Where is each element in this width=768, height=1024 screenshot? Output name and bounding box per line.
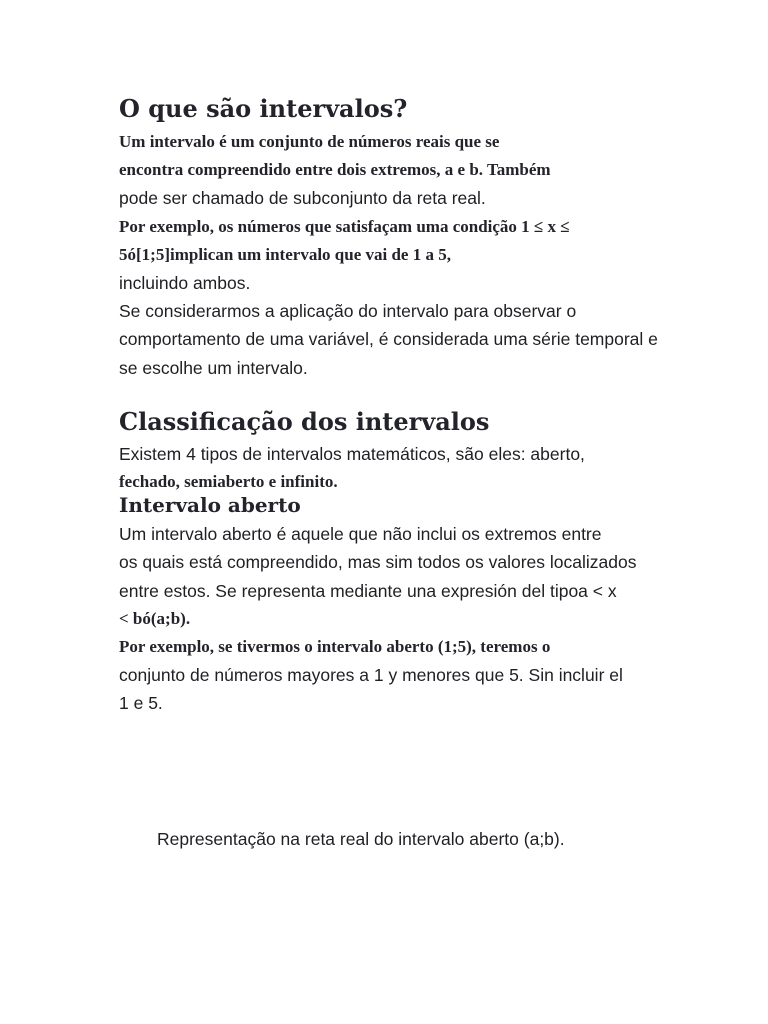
paragraph-line: incluindo ambos. [119,273,251,293]
paragraph-line: 1 e 5. [119,693,163,713]
figure-caption: Representação na reta real do intervalo aberto (a;b). [157,829,565,849]
paragraph-line: Um intervalo aberto é aquele que não inclui os extremos entre [119,524,602,544]
paragraph-line: pode ser chamado de subconjunto da reta real. [119,188,486,208]
paragraph-line: os quais está compreendido, mas sim todos os valores localizados [119,552,637,572]
section-title-intervals: O que são intervalos? [119,94,408,123]
paragraph-line: fechado, semiaberto e infinito. [119,472,338,491]
section-title-classification: Classificação dos intervalos [119,407,490,436]
paragraph-line: se escolhe um intervalo. [119,358,308,378]
paragraph-line: entre estos. Se representa mediante una expresión del tipoa < x [119,581,617,601]
paragraph-line: Se considerarmos a aplicação do intervalo para observar o [119,301,577,321]
paragraph-line: Por exemplo, os números que satisfaçam uma condição 1 ≤ x ≤ [119,217,570,236]
paragraph-line: conjunto de números mayores a 1 y menores que 5. Sin incluir el [119,665,623,685]
paragraph-line: Um intervalo é um conjunto de números reais que se [119,132,500,151]
subsection-title-open-interval: Intervalo aberto [119,493,301,517]
paragraph-line: < bó(a;b). [119,609,191,628]
paragraph-line: Existem 4 tipos de intervalos matemáticos, são eles: aberto, [119,444,585,464]
paragraph-line: 5ó[1;5]implican um intervalo que vai de 1 a 5, [119,245,451,264]
paragraph-line: encontra compreendido entre dois extremos, a e b. Também [119,160,551,179]
paragraph-line: Por exemplo, se tivermos o intervalo aberto (1;5), teremos o [119,637,551,656]
paragraph-line: comportamento de uma variável, é considerada uma série temporal e [119,329,658,349]
